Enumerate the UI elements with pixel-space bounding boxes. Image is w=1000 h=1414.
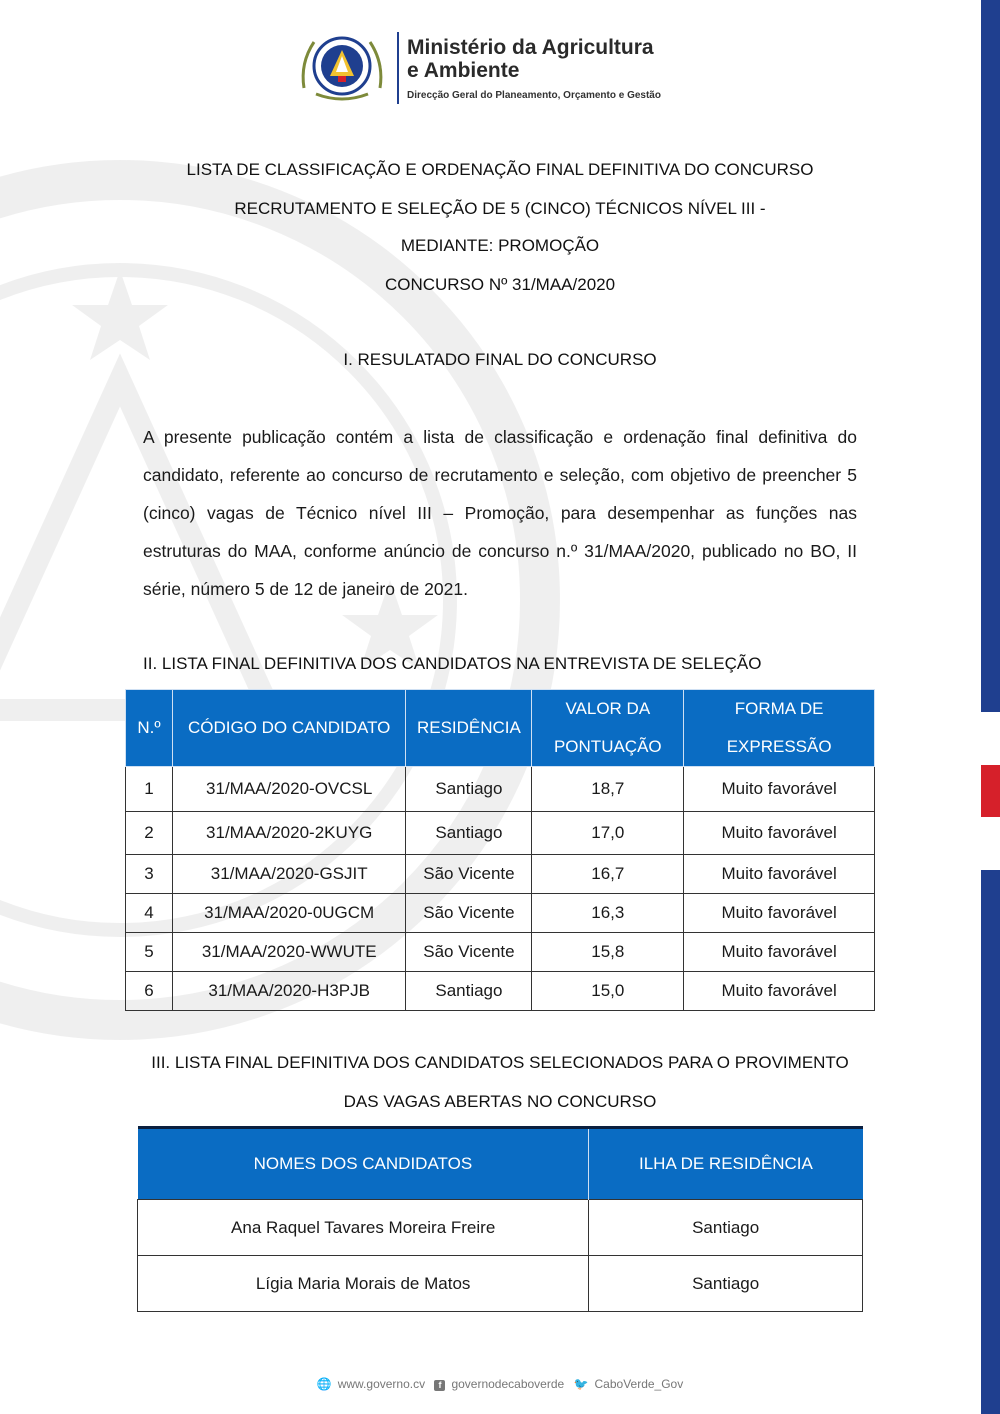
table-row (126, 855, 875, 894)
cell-residence: Santiago (406, 812, 532, 855)
cell-expression: Muito favorável (684, 767, 875, 812)
section2-heading: II. LISTA FINAL DEFINITIVA DOS CANDIDATOS NA ENTREVISTA DE SELEÇÃO (143, 654, 762, 673)
title-line-3: MEDIANTE: PROMOÇÃO (400, 236, 600, 255)
ministry-line1: Ministério da Agricultura (407, 36, 654, 59)
col-expression (684, 690, 875, 767)
col-num: N.º (126, 690, 173, 767)
footer-twitter[interactable]: CaboVerde_Gov (594, 1377, 684, 1391)
coat-of-arms-icon (296, 28, 388, 108)
col-score-line2: PONTUAÇÃO (553, 737, 662, 756)
ministry-name (407, 36, 707, 82)
interview-results-table (125, 689, 875, 1011)
col-island-residence: ILHA DE RESIDÊNCIA (589, 1128, 863, 1200)
cell-expression: Muito favorável (684, 812, 875, 855)
cell-num: 3 (126, 855, 173, 894)
section3-heading-line2: DAS VAGAS ABERTAS NO CONCURSO (343, 1092, 657, 1111)
table-row (126, 972, 875, 1011)
side-bar-red (981, 765, 1000, 817)
col-residence: RESIDÊNCIA (406, 690, 532, 767)
cell-island: Santiago (589, 1200, 863, 1256)
table-row (138, 1200, 863, 1256)
table-header-row (126, 690, 875, 767)
ministry-line2: e Ambiente (407, 59, 520, 82)
intro-paragraph: A presente publicação contém a lista de classificação e ordenação final definitiva do candidato, referente ao concurso de recrutamento e seleção, com objetivo de preencher 5 (cinco) vagas de Técnico nível III – Promoção, para desempenhar as funções nas estruturas do MAA, conforme anúncio de concurso n.º 31/MAA/2020, publicado no BO, II série, número 5 de 12 de janeiro de 2021. (143, 427, 857, 599)
cell-residence: São Vicente (406, 933, 532, 972)
globe-icon: 🌐 (316, 1377, 332, 1391)
selected-candidates-table (137, 1126, 863, 1312)
cell-expression: Muito favorável (684, 894, 875, 933)
cell-expression: Muito favorável (684, 972, 875, 1011)
table-header-row (138, 1128, 863, 1200)
title-line-2: RECRUTAMENTO E SELEÇÃO DE 5 (CINCO) TÉCNICOS NÍVEL III - (234, 199, 766, 218)
cell-score: 16,3 (532, 894, 684, 933)
cell-residence: Santiago (406, 972, 532, 1011)
twitter-icon: 🐦 (573, 1377, 589, 1391)
footer (0, 1377, 1000, 1391)
cell-score: 18,7 (532, 767, 684, 812)
footer-website[interactable]: www.governo.cv (337, 1377, 426, 1391)
cell-expression: Muito favorável (684, 855, 875, 894)
col-candidate-names: NOMES DOS CANDIDATOS (138, 1128, 589, 1200)
col-score-line1: VALOR DA (565, 699, 651, 718)
side-bar-blue-bottom (981, 870, 1000, 1414)
header-divider (397, 32, 399, 104)
cell-island: Santiago (589, 1256, 863, 1312)
table-row (126, 894, 875, 933)
table-row (126, 767, 875, 812)
cell-num: 6 (126, 972, 173, 1011)
cell-num: 1 (126, 767, 173, 812)
cell-num: 4 (126, 894, 173, 933)
col-expression-line1: FORMA DE (734, 699, 824, 718)
col-score (532, 690, 684, 767)
directorate-name: Direcção Geral do Planeamento, Orçamento e Gestão (407, 90, 661, 101)
cell-code: 31/MAA/2020-WWUTE (172, 933, 406, 972)
cell-code: 31/MAA/2020-GSJIT (172, 855, 406, 894)
cell-code: 31/MAA/2020-2KUYG (172, 812, 406, 855)
col-expression-line2: EXPRESSÃO (726, 737, 832, 756)
cell-score: 15,0 (532, 972, 684, 1011)
footer-facebook[interactable]: governodecaboverde (451, 1377, 565, 1391)
cell-residence: São Vicente (406, 855, 532, 894)
cell-score: 15,8 (532, 933, 684, 972)
cell-score: 17,0 (532, 812, 684, 855)
cell-num: 5 (126, 933, 173, 972)
cell-residence: São Vicente (406, 894, 532, 933)
cell-residence: Santiago (406, 767, 532, 812)
cell-expression: Muito favorável (684, 933, 875, 972)
facebook-icon: f (434, 1380, 445, 1391)
title-line-4: CONCURSO Nº 31/MAA/2020 (384, 275, 616, 294)
col-code: CÓDIGO DO CANDIDATO (172, 690, 406, 767)
section1-heading: I. RESULATADO FINAL DO CONCURSO (343, 350, 657, 369)
cell-num: 2 (126, 812, 173, 855)
table-row (126, 933, 875, 972)
cell-code: 31/MAA/2020-H3PJB (172, 972, 406, 1011)
cell-code: 31/MAA/2020-0UGCM (172, 894, 406, 933)
cell-code: 31/MAA/2020-OVCSL (172, 767, 406, 812)
cell-candidate-name: Ana Raquel Tavares Moreira Freire (138, 1200, 589, 1256)
table-row (138, 1256, 863, 1312)
section3-heading-line1: III. LISTA FINAL DEFINITIVA DOS CANDIDATOS SELECIONADOS PARA O PROVIMENTO (151, 1053, 849, 1072)
table-row (126, 812, 875, 855)
cell-candidate-name: Lígia Maria Morais de Matos (138, 1256, 589, 1312)
title-line-1: LISTA DE CLASSIFICAÇÃO E ORDENAÇÃO FINAL DEFINITIVA DO CONCURSO (186, 160, 814, 179)
cell-score: 16,7 (532, 855, 684, 894)
